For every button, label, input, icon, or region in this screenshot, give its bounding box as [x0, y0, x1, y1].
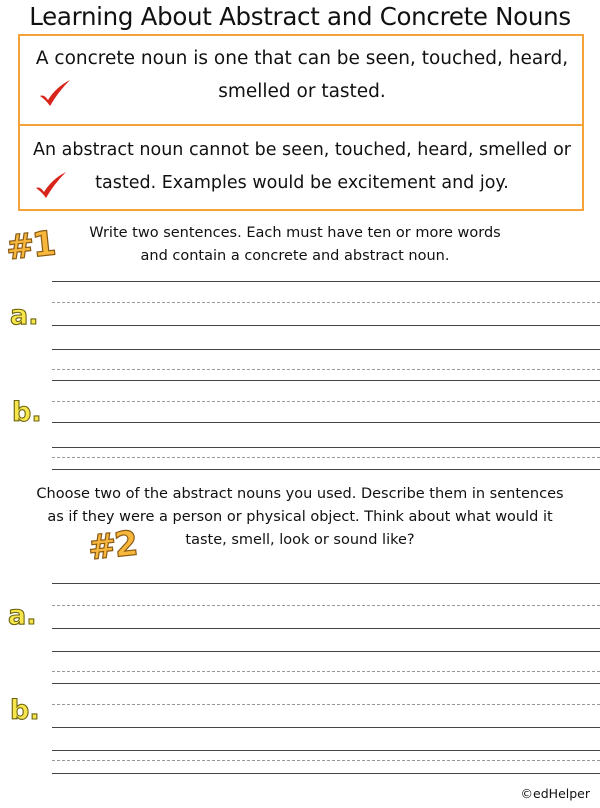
section-2-number: #2 — [86, 523, 139, 569]
item-b-label: b. — [12, 397, 42, 428]
abstract-noun-box — [18, 125, 584, 211]
writing-line[interactable] — [52, 683, 600, 684]
concrete-noun-box — [18, 34, 584, 125]
section-1-instructions — [60, 222, 530, 268]
writing-line[interactable] — [52, 281, 600, 282]
writing-line[interactable] — [52, 628, 600, 629]
writing-guide-line — [52, 369, 600, 370]
writing-line[interactable] — [52, 380, 600, 381]
writing-guide-line — [52, 760, 600, 761]
writing-guide-line — [52, 401, 600, 402]
writing-line[interactable] — [52, 349, 600, 350]
item-b-label: b. — [10, 695, 40, 726]
writing-line[interactable] — [52, 325, 600, 326]
writing-line[interactable] — [52, 750, 600, 751]
section-1-instruction-line: and contain a concrete and abstract noun. — [140, 248, 450, 264]
page-title: Learning About Abstract and Concrete Nouns — [29, 2, 571, 31]
section-2-instruction-line: Choose two of the abstract nouns you used. Describe them in sentences — [36, 486, 564, 502]
writing-guide-line — [52, 302, 600, 303]
section-1-number: #1 — [4, 223, 57, 269]
writing-line[interactable] — [52, 447, 600, 448]
writing-line[interactable] — [52, 469, 600, 470]
section-1-instruction-line: Write two sentences. Each must have ten or more words — [89, 225, 501, 241]
writing-guide-line — [52, 704, 600, 705]
section-2-instruction-line: as if they were a person or physical object. Think about what would it — [47, 509, 553, 525]
writing-guide-line — [52, 457, 600, 458]
writing-guide-line — [52, 605, 600, 606]
section-2-instruction-line: taste, smell, look or sound like? — [185, 532, 415, 548]
copyright-text: ©edHelper — [520, 786, 590, 801]
writing-guide-line — [52, 671, 600, 672]
writing-line[interactable] — [52, 422, 600, 423]
writing-line[interactable] — [52, 651, 600, 652]
writing-line[interactable] — [52, 727, 600, 728]
writing-line[interactable] — [52, 773, 600, 774]
item-a-label: a. — [8, 600, 37, 631]
abstract-noun-definition: An abstract noun cannot be seen, touched, heard, smelled or tasted. Examples would be excitement and joy. — [33, 140, 571, 193]
concrete-noun-definition: A concrete noun is one that can be seen, touched, heard, smelled or tasted. — [35, 48, 569, 102]
writing-line[interactable] — [52, 583, 600, 584]
item-a-label: a. — [10, 300, 39, 331]
